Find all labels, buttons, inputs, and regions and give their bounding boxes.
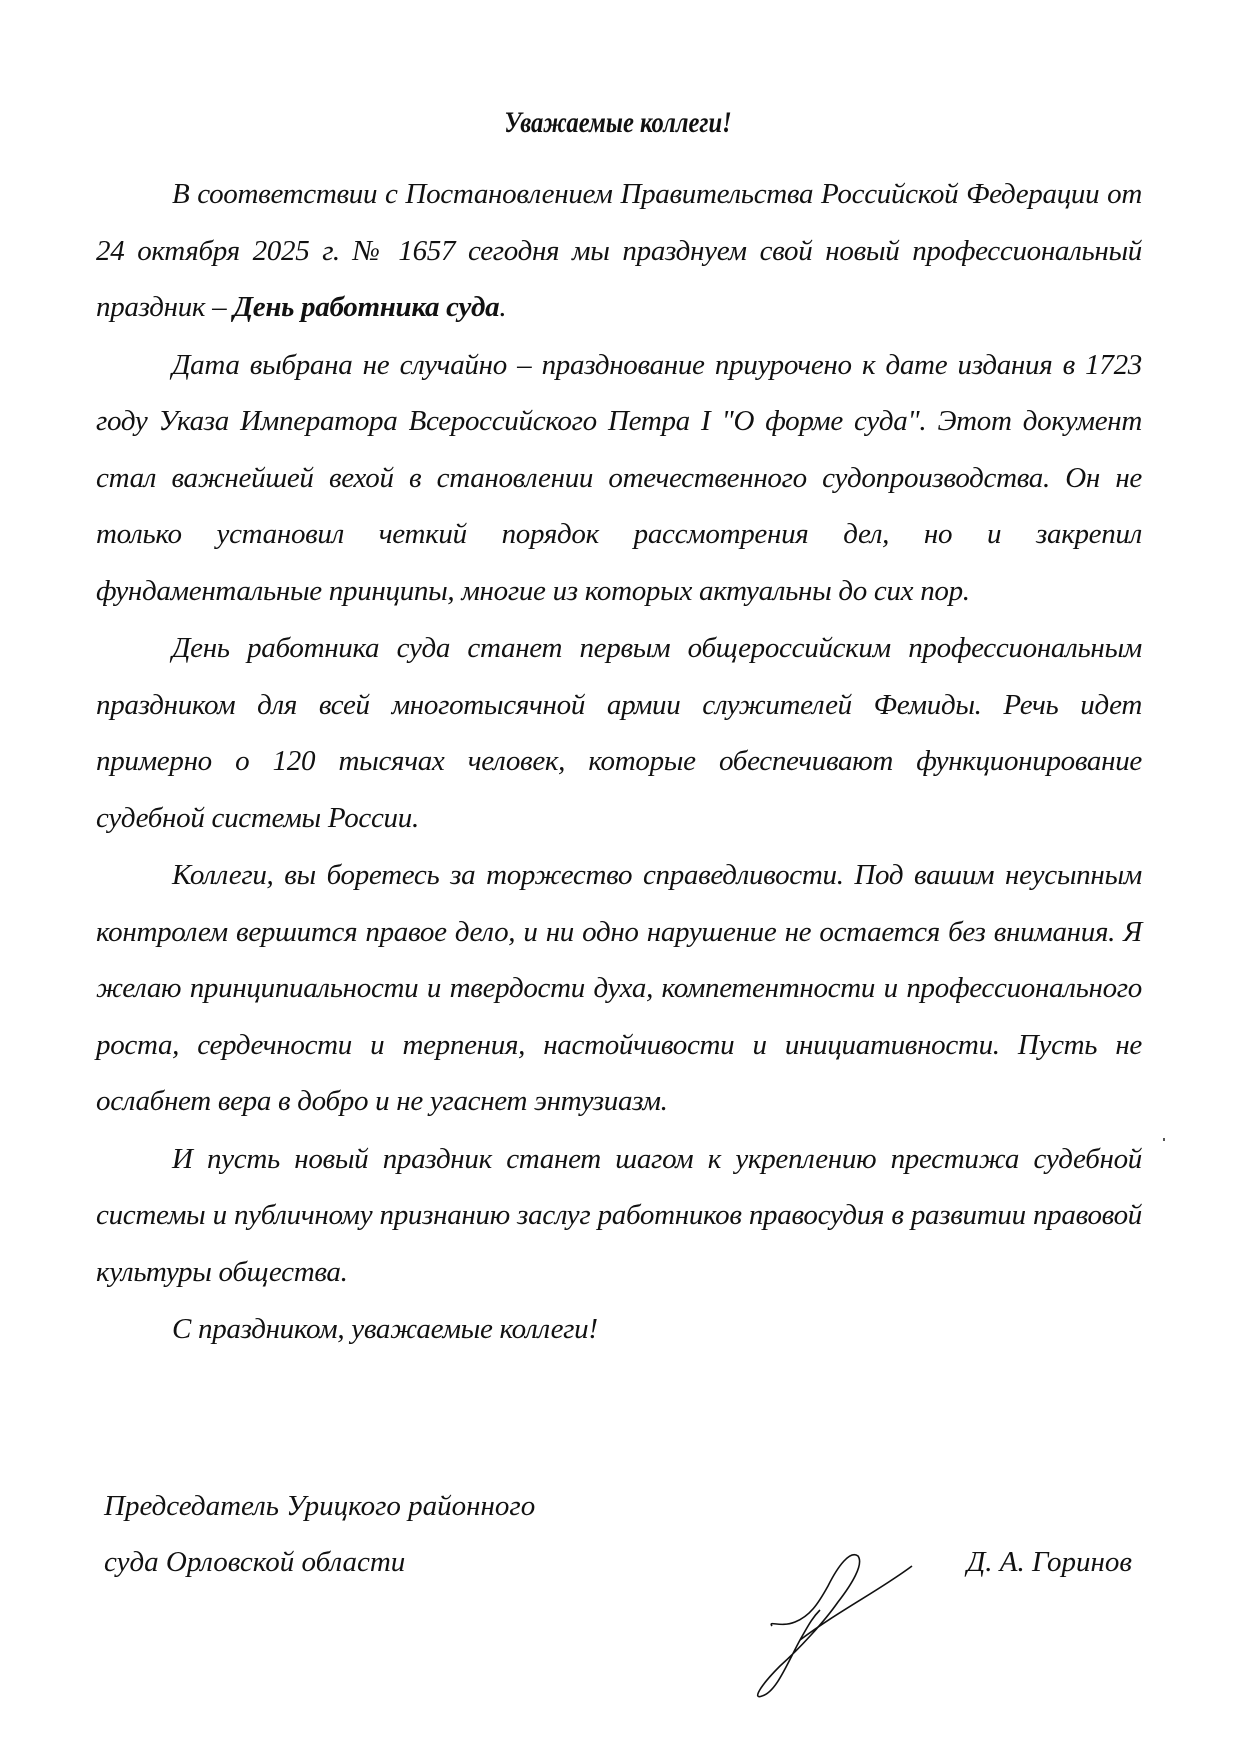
letter-body bbox=[96, 166, 1142, 1359]
paragraph-2: Дата выбрана не случайно – празднование приурочено к дате издания в 1723 году Указа Императора Всероссийского Петра I "О форме суда". Этот документ стал важнейшей вехой в становлении отечественного судопроизводства. Он не только установил четкий порядок рассмотрения дел, но и закрепил фундаментальные принципы, многие из которых актуальны до сих пор. bbox=[96, 348, 1142, 607]
paragraph-4: Коллеги, вы боретесь за торжество справедливости. Под вашим неусыпным контролем вершится правое дело, и ни одно нарушение не остается без внимания. Я желаю принципиальности и твердости духа, компетентности и профессионального роста, сердечности и терпения, настойчивости и инициативности. Пусть не ослабнет вера в добро и не угаснет энтузиазм. bbox=[96, 859, 1142, 1117]
scan-speck bbox=[1163, 1138, 1165, 1141]
holiday-name: День работника суда bbox=[233, 291, 500, 323]
letter-heading: Уважаемые коллеги! bbox=[504, 106, 732, 139]
handwritten-signature bbox=[740, 1480, 960, 1720]
signatory-name: Д. А. Горинов bbox=[966, 1546, 1132, 1578]
paragraph-1-end: . bbox=[499, 291, 507, 323]
paragraph-3: День работника суда станет первым общероссийским профессиональным праздником для всей многотысячной армии служителей Фемиды. Речь идет примерно о 120 тысячах человек, которые обеспечивают функционирование судебной системы России. bbox=[96, 632, 1142, 834]
signatory-title bbox=[104, 1478, 535, 1590]
paragraph-1-text: В соответствии с Постановлением Правительства Российской Федерации от 24 октября 2025 г. № 1657 сегодня мы празднуем свой новый профессиональный праздник – bbox=[96, 178, 1142, 323]
signatory-title-line-1: Председатель Урицкого районного bbox=[104, 1490, 536, 1522]
paragraph-1 bbox=[96, 166, 1142, 336]
signatory-title-line-2: суда Орловской области bbox=[104, 1546, 406, 1578]
closing-greeting: С праздником, уважаемые коллеги! bbox=[172, 1313, 598, 1345]
paragraph-5: И пусть новый праздник станет шагом к укреплению престижа судебной системы и публичному признанию заслуг работников правосудия в развитии правовой культуры общества. bbox=[96, 1142, 1142, 1288]
